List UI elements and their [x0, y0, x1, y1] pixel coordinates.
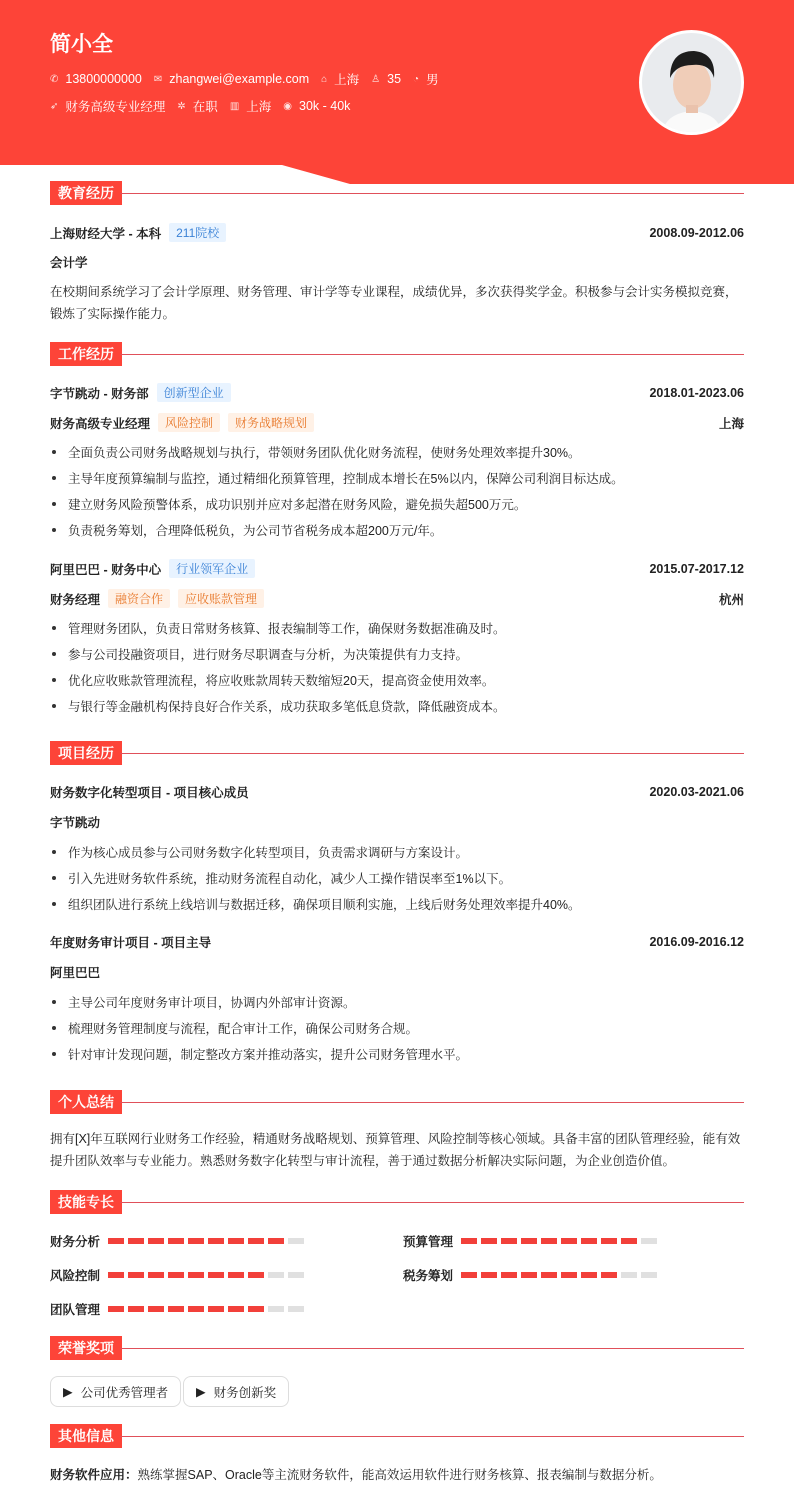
phone-icon: ✆	[50, 73, 59, 85]
skill-level-segment	[128, 1272, 144, 1278]
other-info	[50, 1465, 744, 1483]
skill-level-segment	[268, 1306, 284, 1312]
section-summary	[50, 1090, 744, 1114]
section-title: 项目经历	[50, 741, 122, 765]
skill-level-segment	[641, 1238, 657, 1244]
send-icon: ➶	[50, 100, 59, 112]
bullet-item: 梳理财务管理制度与流程，配合审计工作，确保公司财务合规。	[50, 1019, 744, 1037]
skill-level	[461, 1238, 657, 1244]
phone: 13800000000	[65, 72, 142, 86]
skill-level	[461, 1272, 657, 1278]
triangle-icon: ▶	[63, 1385, 73, 1399]
skill-level-segment	[601, 1272, 617, 1278]
bullet-item: 全面负责公司财务战略规划与执行，带领财务团队优化财务流程，使财务处理效率提升30%。	[50, 443, 744, 461]
job-intent-row	[50, 97, 350, 115]
skill-level-segment	[168, 1272, 184, 1278]
skill-level-segment	[188, 1238, 204, 1244]
work-role	[50, 589, 744, 608]
skill-level-segment	[288, 1272, 304, 1278]
award-label: 财务创新奖	[213, 1385, 277, 1400]
skill-level-segment	[228, 1272, 244, 1278]
age: 35	[387, 72, 402, 86]
city: 上海	[334, 73, 360, 87]
skill-level-segment	[621, 1238, 637, 1244]
skill-level-segment	[561, 1238, 577, 1244]
skill-item	[403, 1232, 657, 1250]
company: 阿里巴巴 - 财务中心	[50, 562, 162, 577]
date: 2020.03-2021.06	[649, 785, 744, 799]
skill-level-segment	[228, 1238, 244, 1244]
skill-tag: 应收账款管理	[178, 589, 264, 608]
education-desc: 在校期间系统学习了会计学原理、财务管理、审计学等专业课程，成绩优异，多次获得奖学金。积极参与会计实务模拟竞赛，锻炼了实际操作能力。	[50, 285, 738, 321]
bullet-item: 负责税务筹划，合理降低税负，为公司节省税务成本超200万元/年。	[50, 521, 744, 539]
skill-level-segment	[288, 1238, 304, 1244]
skill-level-segment	[501, 1238, 517, 1244]
section-other	[50, 1424, 744, 1448]
skill-level-segment	[128, 1238, 144, 1244]
date: 2016.09-2016.12	[649, 935, 744, 949]
skill-level-segment	[108, 1306, 124, 1312]
building-icon: ▥	[229, 100, 240, 112]
project-header	[50, 933, 744, 951]
bullet-item: 建立财务风险预警体系，成功识别并应对多起潜在财务风险，避免损失超500万元。	[50, 495, 744, 513]
bullet-item: 作为核心成员参与公司财务数字化转型项目，负责需求调研与方案设计。	[50, 843, 744, 861]
skill-name: 财务分析	[50, 1235, 101, 1249]
bullet-item: 引入先进财务软件系统，推动财务流程自动化，减少人工操作错误率至1%以下。	[50, 869, 744, 887]
skill-level-segment	[501, 1272, 517, 1278]
skill-tag: 财务战略规划	[228, 413, 314, 432]
skill-tag: 融资合作	[108, 589, 170, 608]
skill-tag: 风险控制	[158, 413, 220, 432]
skill-name: 预算管理	[403, 1235, 454, 1249]
work-role	[50, 413, 744, 432]
skill-level-segment	[248, 1272, 264, 1278]
section-title: 荣誉奖项	[50, 1336, 122, 1360]
skill-level-segment	[521, 1272, 537, 1278]
skill-item	[50, 1266, 304, 1284]
award-item	[183, 1376, 289, 1407]
email: zhangwei@example.com	[169, 72, 310, 86]
money-icon: ◉	[283, 100, 293, 112]
skill-level-segment	[541, 1238, 557, 1244]
divider	[120, 354, 744, 355]
project-org: 字节跳动	[50, 816, 101, 830]
skill-level-segment	[461, 1238, 477, 1244]
gender-icon: ◔	[413, 73, 420, 85]
salary: 30k - 40k	[299, 99, 351, 113]
skill-name: 风险控制	[50, 1269, 101, 1283]
skill-level-segment	[148, 1238, 164, 1244]
company-tag: 行业领军企业	[169, 559, 255, 578]
company: 字节跳动 - 财务部	[50, 386, 149, 401]
bullet-item: 优化应收账款管理流程，将应收账款周转天数缩短20天，提高资金使用效率。	[50, 671, 744, 689]
skill-level-segment	[481, 1238, 497, 1244]
skill-level-segment	[248, 1238, 264, 1244]
work-city: 上海	[246, 100, 272, 114]
project-org: 阿里巴巴	[50, 966, 101, 980]
skill-name: 团队管理	[50, 1303, 101, 1317]
triangle-icon: ▶	[196, 1385, 206, 1399]
skill-level-segment	[621, 1272, 637, 1278]
skill-level-segment	[148, 1272, 164, 1278]
avatar	[639, 30, 744, 135]
date: 2008.09-2012.06	[649, 225, 744, 240]
skill-level-segment	[108, 1272, 124, 1278]
skill-level-segment	[148, 1306, 164, 1312]
education-header	[50, 223, 744, 242]
section-title: 技能专长	[50, 1190, 122, 1214]
section-awards	[50, 1336, 744, 1360]
skill-level	[108, 1238, 304, 1244]
skill-level-segment	[128, 1306, 144, 1312]
skill-level-segment	[188, 1306, 204, 1312]
divider	[120, 1102, 744, 1103]
skill-level-segment	[208, 1238, 224, 1244]
skill-level-segment	[641, 1272, 657, 1278]
skill-level-segment	[208, 1306, 224, 1312]
bullet-item: 管理财务团队，负责日常财务核算、报表编制等工作，确保财务数据准确及时。	[50, 619, 744, 637]
skill-level-segment	[521, 1238, 537, 1244]
section-title: 工作经历	[50, 342, 122, 366]
skill-level-segment	[228, 1306, 244, 1312]
cake-icon: ♙	[371, 73, 381, 85]
role: 财务经理	[50, 592, 101, 607]
skill-level-segment	[288, 1306, 304, 1312]
skill-item	[50, 1300, 304, 1318]
skill-item	[50, 1232, 304, 1250]
section-title: 个人总结	[50, 1090, 122, 1114]
gender: 男	[426, 73, 439, 87]
summary-text: 拥有[X]年互联网行业财务工作经验，精通财务战略规划、预算管理、风险控制等核心领域。具备丰富的团队管理经验，能有效提升团队效率与专业能力。熟悉财务数字化转型与审计流程，善于通过数据分析解决实际问题，为企业创造价值。	[50, 1132, 741, 1168]
skill-level-segment	[581, 1238, 597, 1244]
section-title: 教育经历	[50, 181, 122, 205]
candidate-name: 简小全	[50, 33, 113, 56]
divider	[120, 1202, 744, 1203]
skill-level-segment	[248, 1306, 264, 1312]
skill-item	[403, 1266, 657, 1284]
section-title: 其他信息	[50, 1424, 122, 1448]
work-header	[50, 383, 744, 402]
contact-row	[50, 70, 439, 88]
award-label: 公司优秀管理者	[80, 1385, 169, 1400]
position: 财务高级专业经理	[65, 100, 166, 114]
section-education	[50, 181, 744, 205]
gear-icon: ✲	[177, 100, 186, 112]
skill-level-segment	[168, 1238, 184, 1244]
divider	[120, 193, 744, 194]
major: 会计学	[50, 256, 88, 270]
work-location: 杭州	[718, 592, 744, 607]
skill-level-segment	[481, 1272, 497, 1278]
bullet-item: 主导年度预算编制与监控，通过精细化预算管理，控制成本增长在5%以内，保障公司利润目标达成。	[50, 469, 744, 487]
divider	[120, 1436, 744, 1437]
skill-level-segment	[168, 1306, 184, 1312]
skill-level-segment	[561, 1272, 577, 1278]
divider	[120, 1348, 744, 1349]
award-item	[50, 1376, 181, 1407]
section-skills	[50, 1190, 744, 1214]
skill-name: 税务筹划	[403, 1269, 454, 1283]
status: 在职	[192, 100, 218, 114]
skill-level-segment	[108, 1238, 124, 1244]
skill-level-segment	[268, 1272, 284, 1278]
skill-level-segment	[268, 1238, 284, 1244]
home-icon: ⌂	[321, 73, 328, 85]
bullet-item: 组织团队进行系统上线培训与数据迁移，确保项目顺利实施，上线后财务处理效率提升40%。	[50, 895, 744, 913]
school: 上海财经大学 - 本科	[50, 226, 162, 241]
bullet-item: 主导公司年度财务审计项目，协调内外部审计资源。	[50, 993, 744, 1011]
bullet-item: 与银行等金融机构保持良好合作关系，成功获取多笔低息贷款，降低融资成本。	[50, 697, 744, 715]
project-title: 年度财务审计项目 - 项目主导	[50, 936, 212, 950]
skill-level-segment	[461, 1272, 477, 1278]
date: 2015.07-2017.12	[649, 561, 744, 576]
skill-level-segment	[208, 1272, 224, 1278]
project-title: 财务数字化转型项目 - 项目核心成员	[50, 786, 249, 800]
skill-level-segment	[541, 1272, 557, 1278]
school-tag: 211院校	[169, 223, 226, 242]
mail-icon: ✉	[153, 73, 163, 85]
work-location: 上海	[718, 416, 744, 431]
bullet-item: 参与公司投融资项目，进行财务尽职调查与分析，为决策提供有力支持。	[50, 645, 744, 663]
company-tag: 创新型企业	[157, 383, 231, 402]
date: 2018.01-2023.06	[649, 385, 744, 400]
skill-level-segment	[581, 1272, 597, 1278]
role: 财务高级专业经理	[50, 416, 151, 431]
divider	[120, 753, 744, 754]
other-text: 熟练掌握SAP、Oracle等主流财务软件，能高效运用软件进行财务核算、报表编制与数据分析。	[137, 1468, 662, 1482]
bullet-item: 针对审计发现问题，制定整改方案并推动落实，提升公司财务管理水平。	[50, 1045, 744, 1063]
skill-level	[108, 1272, 304, 1278]
skill-level-segment	[601, 1238, 617, 1244]
work-header	[50, 559, 744, 578]
skill-level-segment	[188, 1272, 204, 1278]
section-projects	[50, 741, 744, 765]
project-header	[50, 783, 744, 801]
other-label: 财务软件应用：	[50, 1468, 138, 1482]
section-work	[50, 342, 744, 366]
skill-level	[108, 1306, 304, 1312]
